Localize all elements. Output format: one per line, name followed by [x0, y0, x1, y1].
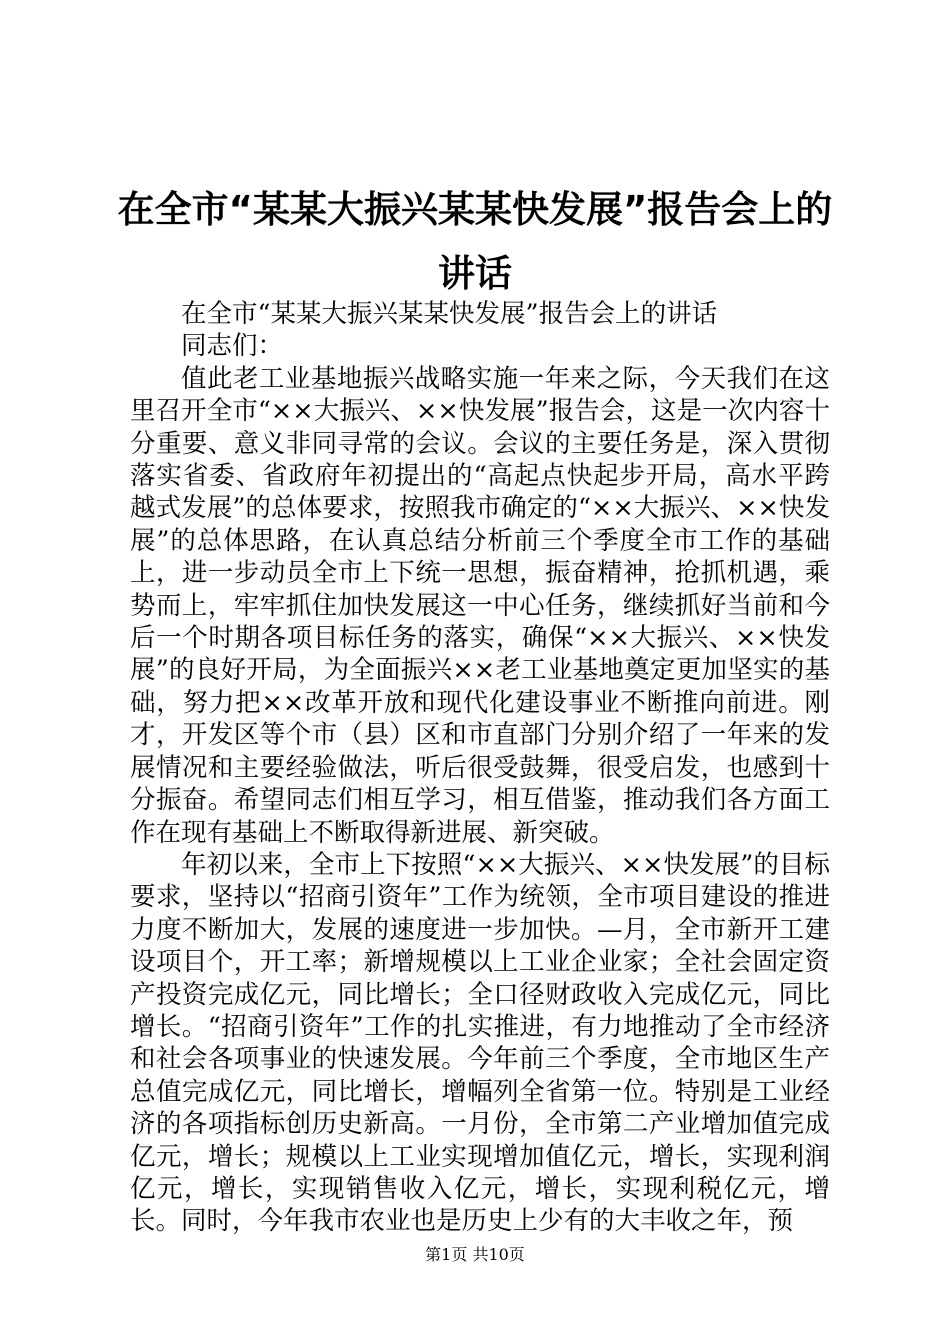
salutation: 同志们： [181, 331, 284, 362]
paragraph: 值此老工业基地振兴战略实施一年来之际，今天我们在这里召开全市“××大振兴、××快发展”报告会，这是一次内容十分重要、意义非同寻常的会议。会议的主要任务是，深入贯彻落实省委、省政府年初提出的“高起点快起步开局，高水平跨越式发展”的总体要求，按照我市确定的“××大振兴、××快发展”的总体思路，在认真总结分析前三个季度全市工作的基础上，进一步动员全市上下统一思想，振奋精神，抢抓机遇，乘势而上，牢牢抓住加快发展这一中心任务，继续抓好当前和今后一个时期各项目标任务的落实，确保“××大振兴、××快发展”的良好开局，为全面振兴××老工业基地奠定更加坚实的基础，努力把××改革开放和现代化建设事业不断推向前进。刚才，开发区等个市（县）区和市直部门分别介绍了一年来的发展情况和主要经验做法，听后很受鼓舞，很受启发，也感到十分振奋。希望同志们相互学习，相互借鉴，推动我们各方面工作在现有基础上不断取得新进展、新突破。 [130, 363, 830, 848]
title-line-2: 讲话 [438, 252, 512, 295]
body-subtitle: 在全市“某某大振兴某某快发展”报告会上的讲话 [181, 299, 718, 329]
document-body [130, 298, 830, 1238]
document-title [110, 178, 840, 306]
paragraph: 年初以来，全市上下按照“××大振兴、××快发展”的目标要求，坚持以“招商引资年”工作为统领，全市项目建设的推进力度不断加大，发展的速度进一步加快。—月，全市新开工建设项目个，开工率；新增规模以上工业企业家；全社会固定资产投资完成亿元，同比增长；全口径财政收入完成亿元，同比增长。“招商引资年”工作的扎实推进，有力地推动了全市经济和社会各项事业的快速发展。今年前三个季度，全市地区生产总值完成亿元，同比增长，增幅列全省第一位。特别是工业经济的各项指标创历史新高。一月份，全市第二产业增加值完成亿元，增长；规模以上工业实现增加值亿元，增长，实现利润亿元，增长，实现销售收入亿元，增长，实现利税亿元，增长。同时，今年我市农业也是历史上少有的大丰收之年，预 [130, 849, 830, 1237]
page-number-footer: 第1页 共10页 [425, 1245, 525, 1264]
title-line-1: 在全市“某某大振兴某某快发展”报告会上的 [117, 188, 833, 231]
